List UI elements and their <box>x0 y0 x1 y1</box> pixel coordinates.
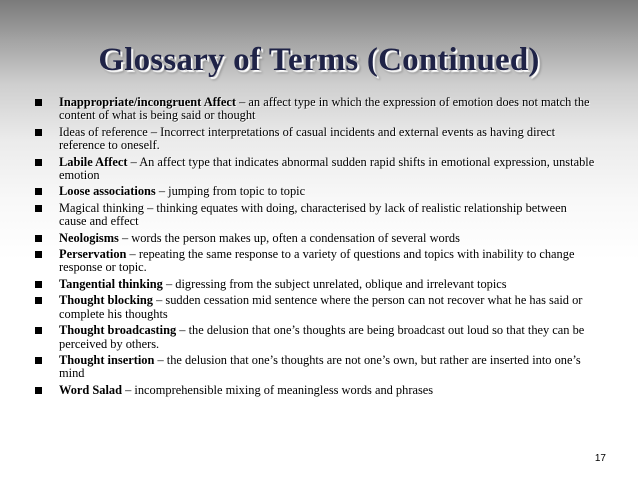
glossary-item <box>35 185 595 198</box>
glossary-term: Thought blocking <box>59 293 154 308</box>
glossary-definition: – digressing from the subject unrelated, oblique and irrelevant topics <box>162 276 507 291</box>
glossary-item <box>35 248 595 275</box>
glossary-term: Labile Affect <box>59 154 128 169</box>
square-bullet-icon <box>35 387 42 394</box>
glossary-term: Word Salad <box>59 382 123 397</box>
slide-title: Glossary of Terms (Continued) <box>98 42 540 78</box>
square-bullet-icon <box>35 327 42 334</box>
square-bullet-icon <box>35 297 42 304</box>
glossary-term: Neologisms <box>59 230 119 245</box>
glossary-definition: – repeating the same response to a variety of questions and topics with inability to change response or topic. <box>59 247 575 275</box>
square-bullet-icon <box>35 159 42 166</box>
glossary-item <box>35 156 595 183</box>
glossary-item <box>35 202 595 229</box>
glossary-term: Tangential thinking <box>59 276 163 291</box>
page-number: 17 <box>594 453 606 464</box>
glossary-item <box>35 232 595 245</box>
square-bullet-icon <box>35 129 42 136</box>
glossary-definition: – the delusion that one’s thoughts are being broadcast out loud so that they can be perceived by others. <box>59 323 585 351</box>
square-bullet-icon <box>35 188 42 195</box>
glossary-definition: – jumping from topic to topic <box>155 184 306 199</box>
square-bullet-icon <box>35 235 42 242</box>
glossary-term: Thought insertion <box>59 352 155 367</box>
glossary-definition: – Incorrect interpretations of casual incidents and external events as having direct reference to oneself. <box>59 124 556 153</box>
glossary-item <box>35 354 595 381</box>
glossary-definition: – thinking equates with doing, characterised by lack of realistic relationship between cause and effect <box>59 200 567 229</box>
glossary-definition: – words the person makes up, often a condensation of several words <box>118 230 460 245</box>
glossary-term: Thought broadcasting <box>59 323 177 338</box>
glossary-item <box>35 126 595 153</box>
square-bullet-icon <box>35 281 42 288</box>
glossary-definition: – incomprehensible mixing of meaningless words and phrases <box>122 382 434 397</box>
square-bullet-icon <box>35 357 42 364</box>
glossary-definition: – sudden cessation mid sentence where the person can not recover what he has said or complete his thoughts <box>59 293 583 321</box>
square-bullet-icon <box>35 205 42 212</box>
glossary-term: Ideas of reference <box>59 124 148 139</box>
square-bullet-icon <box>35 251 42 258</box>
glossary-item <box>35 324 595 351</box>
glossary-term: Loose associations <box>59 184 156 199</box>
glossary-definition: – An affect type that indicates abnormal sudden rapid shifts in emotional expression, unstable emotion <box>59 154 595 183</box>
glossary-definition: – the delusion that one’s thoughts are not one’s own, but rather are inserted into one’s mind <box>59 352 581 381</box>
glossary-term: Inappropriate/incongruent Affect <box>59 95 237 109</box>
square-bullet-icon <box>35 99 42 106</box>
glossary-term: Perservation <box>59 247 127 262</box>
glossary-item <box>35 384 595 397</box>
glossary-item <box>35 294 595 321</box>
glossary-item <box>35 96 595 123</box>
glossary-definition: – an affect type in which the expression of emotion does not match the content of what is being said or thought <box>59 95 590 123</box>
glossary-term: Magical thinking <box>59 200 144 215</box>
glossary-item <box>35 278 595 291</box>
glossary-list <box>35 96 595 400</box>
